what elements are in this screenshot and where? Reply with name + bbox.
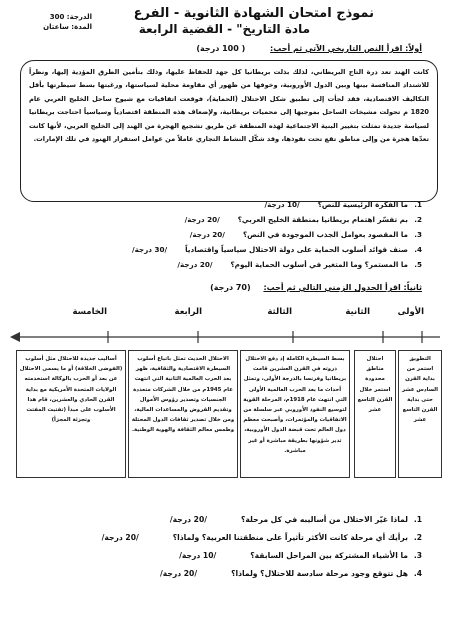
exam-subtitle: مادة التاريخ" - القضية الرابعة	[138, 22, 310, 36]
question-5: 5.ما المستمر؟ وما المتغير في أسلوب الحماية اليوم؟/20 درجة/	[177, 260, 422, 269]
section1-heading	[196, 44, 422, 53]
timeline-arrowhead	[10, 332, 20, 342]
stage-label-1: الأولى	[397, 307, 424, 317]
stage-box-3: بسط السيطرة الكاملة إذ دفع الاحتلال ذروته في القرن العشرين قامت بريطانيا وفرنسا بالدرجة الأولى، وتمثل أحداث ما بعد الحرب العالمية الأولى التي انتهت عام 1918م، المرحلة القوية لتوسيع النفوذ الأوروبي عبر سلسلة من الاتفاقيات والمؤتمرات، وأصبحت معظم دول العالم تحت قبضة الدول الأوروبية، تدير شؤونها بطريقة مباشرة أو غير مباشرة.	[240, 350, 350, 478]
stage-box-5: أساليب جديدة للاحتلال مثل أسلوب (الفوضى الخلاقة) أو ما يسمى الاحتلال عن بعد أو الحرب بالوكالة استخدمته الولايات المتحدة الأمريكية مع بداية القرن الحادي والعشرين، قام هذا الأسلوب على مبدأ (تفتيت المفتت وتجزئة المجزأ)	[16, 350, 126, 478]
timeline-question-3: 3.ما الأشياء المشتركة بين المراحل السابقة؟/10 درجة/	[179, 551, 422, 560]
section2-heading	[210, 283, 422, 292]
timeline-arrow	[8, 330, 446, 344]
section2-title: ثانياً: اقرأ الجدول الزمني التالي ثم أجب:	[263, 283, 422, 292]
question-1: 1.ما الفكرة الرئيسية للنص؟/10 درجة/	[264, 200, 422, 209]
duration-label: المدة: ساعتان	[43, 23, 92, 31]
stage-label-4: الرابعة	[174, 307, 202, 317]
grade-label: الدرجة: 300	[49, 13, 92, 21]
question-3: 3.ما المقصود بعوامل الجذب الموجودة في النص؟/20 درجة/	[189, 230, 422, 239]
stage-box-4: الاحتلال الحديث تمثل باتباع أسلوب السيطرة الاقتصادية والثقافية، ظهر بعد الحرب العالمية الثانية التي انتهت عام 1945م من خلال الشركات متعددة الجنسيات وتصدير رؤوس الأموال وتقديم القروض والمساعدات المالية، ومن خلال تصدير ثقافات الدول المحتلة وطمس معالم الثقافة والهوية الوطنية.	[128, 350, 238, 478]
stage-box-2: احتلال مناطق محدودة استمر خلال القرن التاسع عشر	[354, 350, 396, 478]
section2-score: (70 درجة)	[210, 283, 251, 292]
question-2: 2.بم تفسّر اهتمام بريطانيا بمنطقة الخليج العربي؟/20 درجة/	[184, 215, 422, 224]
exam-title: نموذج امتحان الشهادة الثانوية - الفرع	[133, 6, 374, 21]
stage-label-2: الثانية	[345, 307, 370, 317]
question-4: 4.صنف فوائد أسلوب الحماية على دولة الاحتلال سياسياً واقتصادياً/30 درجة/	[131, 245, 422, 254]
section1-score: ( 100 درجة)	[196, 44, 246, 53]
timeline-question-1: 1.لماذا غيّر الاحتلال من أساليبه في كل مرحلة؟/20 درجة/	[169, 515, 422, 524]
stage-box-1: التطويق استمر من بداية القرن السادس عشر حتى بداية القرن التاسع عشر	[398, 350, 442, 478]
passage-box: كانت الهند تعد درة التاج البريطاني، لذلك بذلت بريطانيا كل جهد للحفاظ عليها، وذلك بتأمين الطرق المؤدية إليها، ونظراً للاشتداد المنافسة بينها وبين الدول الأوروبية، وخوفها من ظهور أي مقاومة محلية لسياستها، ورغبتها بسط سيطرتها بأقل التكاليف الاقتصادية، فقد لجأت إلى تطبيق شكل الاحتلال (الحماية)، فوقعت اتفاقيات مع شيوخ ساحل الخليج العربي عام 1820 م تحولت مشيخات الساحل بموجبها إلى محميات بريطانية، ولإضعاف هذه المنطقة اقتصادياً وسياسياً احتاجت بريطانيا لسياسة جديدة تمثلت بتغيير البنية الاجتماعية لهذه المنطقة عن طريق تشجيع الهجرة من الهند إلى الخليج العربي، لأنها كانت تعدّها هجرة من وإلى مناطق تقع تحت نفوذها، وقد شكّل النشاط التجاري عاملاً من عوامل استقرار الهنود في تلك الإمارات.	[20, 60, 438, 202]
section1-title: أولاً: اقرأ النص التاريخي الآتي ثم أجب:	[270, 44, 422, 53]
exam-info	[22, 12, 92, 32]
timeline-question-2: 2.برأيك أي مرحلة كانت الأكثر تأثيراً على منطقتنا العربية؟ ولماذا؟/20 درجة/	[101, 533, 422, 542]
timeline-question-4: 4.هل تتوقع وجود مرحلة سادسة للاحتلال؟ ولماذا؟/20 درجة/	[159, 569, 422, 578]
stage-label-3: الثالثة	[267, 307, 292, 317]
stage-label-5: الخامسة	[72, 307, 107, 317]
